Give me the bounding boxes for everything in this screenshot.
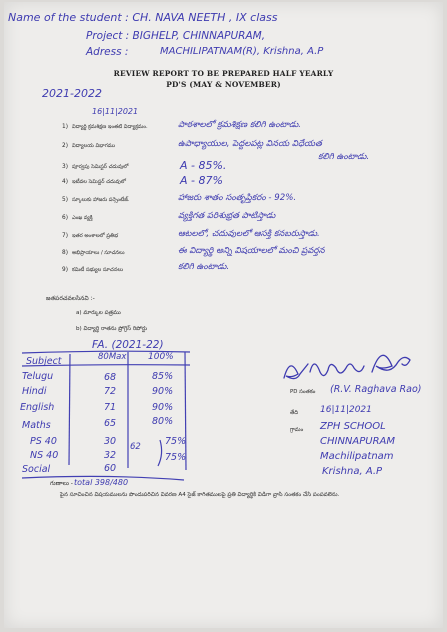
item-label: విద్యాలయ విభాగము: [72, 143, 116, 149]
item-label: ఇతర అంశాలలో ప్రతిభ: [72, 233, 118, 239]
school-line: Krishna, A.P: [322, 466, 383, 477]
item-number: 2): [62, 143, 68, 149]
pd-name: (R.V. Raghava Rao): [330, 384, 422, 395]
total-label: గుణాలు -: [50, 480, 73, 487]
total-marks: total 398/480: [74, 478, 129, 487]
item-label: అభిప్రాయాలు / సూచనలు: [72, 250, 125, 256]
school-line: CHINNAPURAM: [320, 436, 396, 447]
table-row-marks: 30: [104, 436, 117, 447]
item-answer: A - 87%: [180, 174, 223, 187]
fa-label: FA. (2021-22): [92, 339, 164, 351]
table-row-percent: 75%: [165, 452, 187, 463]
table-row-subject: NS 40: [30, 450, 59, 461]
item-answer: హాజరు శాతం సంతృప్తికరం - 92%.: [178, 193, 297, 203]
item-label: ఎం‌ఖ వ్యక్తి: [72, 215, 93, 221]
pd-label: PD సంతకం: [290, 389, 316, 395]
item-answer: A - 85%.: [180, 159, 227, 172]
address-value: MACHILIPATNAM(R), Krishna, A.P: [160, 46, 324, 57]
item-label: కమిటీ సభ్యుల సూచనలు: [72, 267, 123, 273]
table-row-subject: Telugu: [22, 371, 54, 382]
item-label: స్కూలుకు హాజరు పర్సెంటేజ్.: [72, 197, 130, 203]
top-date: 16|11|2021: [92, 107, 139, 116]
date-label: తేది: [290, 410, 298, 416]
table-row-subject: Hindi: [22, 386, 47, 397]
item-answer: కలిగి ఉంటాడు.: [318, 152, 370, 162]
table-row-percent: 75%: [165, 436, 187, 447]
item-number: 1): [62, 124, 68, 130]
table-header-cell: Subject: [26, 356, 62, 367]
item-answer: ఈ విద్యార్థి అన్ని విషయాలలో మంచి ప్రవర్తన: [178, 246, 325, 256]
address-label: Adress :: [86, 46, 129, 58]
item-answer: ఉపాధ్యాయుల, పెద్దలపట్ల వినయ విధేయత: [178, 139, 322, 149]
table-row-subject: English: [20, 402, 55, 413]
table-row-percent: 85%: [152, 371, 174, 382]
item-label: విద్యార్థి క్రమశిక్షణ ఇంతటి విద్యాక్రమం.: [72, 124, 148, 130]
item-number: 8): [62, 250, 68, 256]
item-answer: కలిగి ఉంటాడు.: [178, 262, 230, 272]
item-number: 4): [62, 179, 68, 185]
item-answer: ఆటలలో, చదువులలో ఆసక్తి కనబరుస్తాడు.: [178, 229, 320, 239]
table-row-marks: 65: [104, 418, 117, 429]
item-number: 9): [62, 267, 68, 273]
table-header-cell: 100%: [148, 352, 174, 362]
annex-heading: జతపరచవలసినవి :-: [46, 295, 95, 302]
school-line: ZPH SCHOOL: [320, 421, 386, 432]
item-label: పూర్వపు సెమిస్టర్ చదువులో: [72, 164, 129, 170]
table-row-marks: 32: [104, 450, 117, 461]
table-row-marks: 72: [104, 386, 117, 397]
table-row-marks: 68: [104, 372, 117, 383]
signature-date: 16|11|2021: [320, 405, 372, 415]
table-row-marks: 60: [104, 463, 117, 474]
item-answer: పాఠశాలలో క్రమశిక్షణ కలిగి ఉంటాడు.: [178, 120, 302, 130]
school-line: Machilipatnam: [320, 451, 394, 462]
village-label: గ్రామం: [290, 427, 304, 433]
item-number: 3): [62, 164, 68, 170]
item-number: 5): [62, 197, 68, 203]
footer-instruction: పైన సూచించిన విషయములను పొందుపరిచిన వివరణ A4 సైజ్ కాగితములపై ప్రతి విద్యార్థికి విడిగా వ్రాసి సంతకం చేసి పంపవలెను.: [60, 492, 340, 498]
split-total: 62: [130, 442, 141, 452]
table-row-percent: 90%: [152, 402, 174, 413]
item-label: ఇటీవల సెమిస్టర్ చదువులో: [72, 179, 127, 185]
annex-item-b: b) విద్యార్థి రాతను ప్రోగ్రెస్ రిపోర్టు: [76, 326, 148, 332]
item-number: 6): [62, 215, 68, 221]
item-number: 7): [62, 233, 68, 239]
academic-year: 2021-2022: [42, 87, 102, 100]
table-row-marks: 71: [104, 402, 117, 413]
report-title: REVIEW REPORT TO BE PREPARED HALF YEARLY: [113, 69, 334, 78]
annex-item-a: a) మార్కుల పత్రము: [76, 310, 121, 316]
project-line: Project : BIGHELP, CHINNAPURAM,: [86, 30, 266, 42]
table-row-subject: Social: [22, 464, 51, 475]
table-header-cell: 80Max: [98, 352, 127, 362]
table-row-subject: Maths: [22, 420, 51, 431]
table-row-subject: PS 40: [30, 436, 57, 447]
table-row-percent: 80%: [152, 416, 174, 427]
student-name-line: Name of the student : CH. NAVA NEETH , IX class: [8, 11, 278, 24]
report-subtitle: PD'S (MAY & NOVEMBER): [166, 80, 281, 89]
item-answer: వ్యక్తిగత పరిశుభ్రత పాటిస్తాడు: [178, 211, 276, 221]
table-row-percent: 90%: [152, 386, 174, 397]
